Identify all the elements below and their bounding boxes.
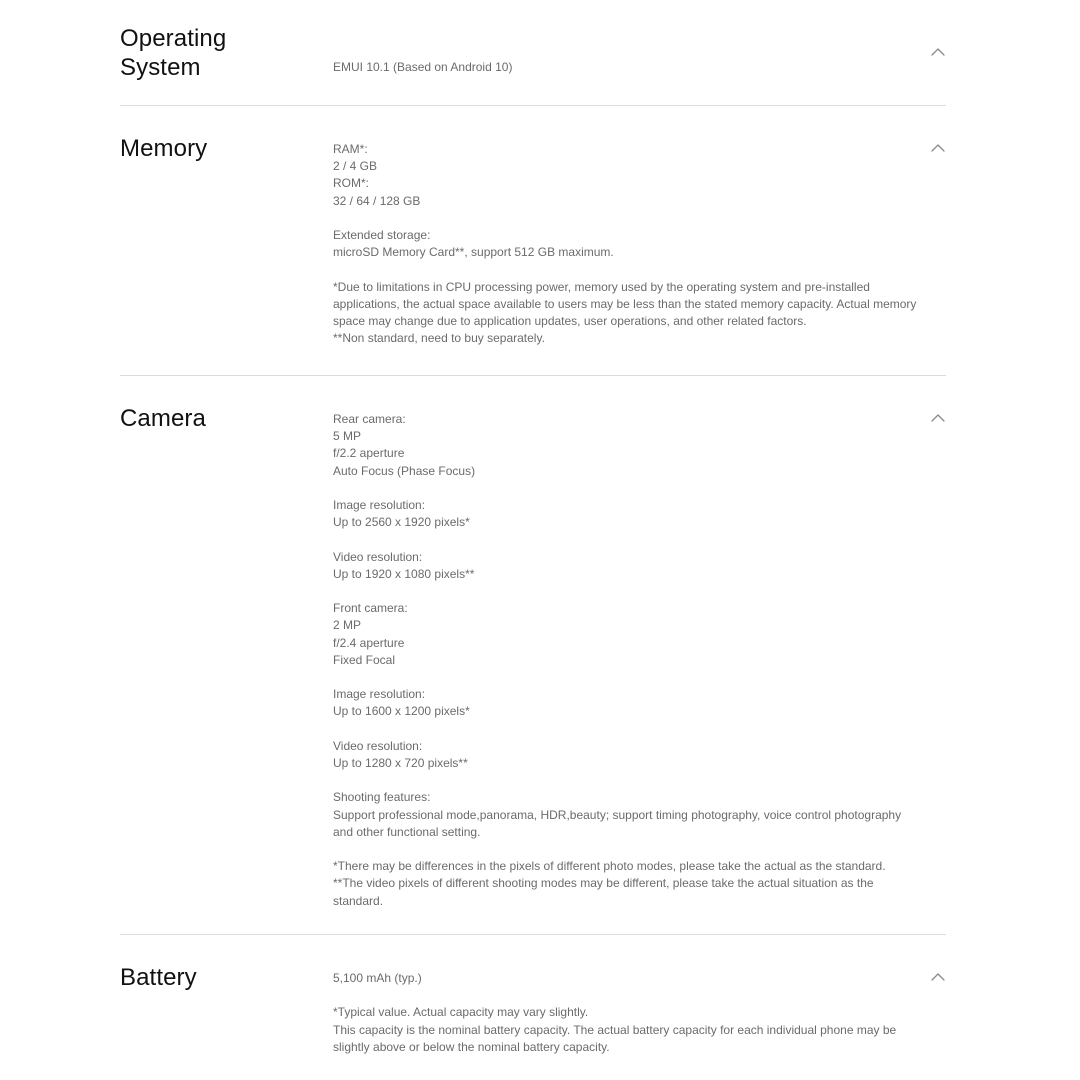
front-video-value: Up to 1280 x 720 pixels** [333,755,468,770]
ram-label: RAM*: [333,142,368,156]
chevron-up-icon [930,413,946,423]
rear-camera-mp: 5 MP [333,429,362,444]
chevron-up-icon [930,47,946,57]
rear-video-resolution [333,549,933,583]
divider [120,934,946,935]
front-image-resolution [333,686,933,720]
camera-note-line: standard. [333,893,384,908]
front-image-label: Image resolution: [333,687,426,702]
memory-note-line: space may change due to application updates, user operations, and other related factors. [333,314,807,328]
battery-notes [333,1004,933,1056]
section-title-operating-system [120,24,280,82]
memory-note-line: *Due to limitations in CPU processing power, memory used by the operating system and pre-installed [333,279,870,294]
section-battery [120,963,946,1063]
chevron-up-icon [930,972,946,982]
rear-video-value: Up to 1920 x 1080 pixels** [333,566,475,581]
section-body-camera [333,411,933,910]
camera-notes [333,858,933,910]
chevron-up-icon [930,143,946,153]
extended-storage-label: Extended storage: [333,228,431,242]
rear-image-value: Up to 2560 x 1920 pixels* [333,515,470,530]
battery-note-line: This capacity is the nominal battery capacity. The actual battery capacity for each individual phone may be [333,1022,897,1037]
front-camera-focus: Fixed Focal [333,652,396,667]
front-video-resolution [333,738,933,772]
section-camera [120,404,946,914]
divider [120,105,946,106]
section-body-battery [333,970,933,1056]
camera-note-line: *There may be differences in the pixels of different photo modes, please take the actual as the standard. [333,859,886,874]
front-image-value: Up to 1600 x 1200 pixels* [333,704,470,719]
section-title-battery: Battery [120,964,197,991]
shooting-features-line: Support professional mode,panorama, HDR,beauty; support timing photography, voice control photography [333,807,902,822]
rear-image-resolution [333,497,933,531]
rear-camera-label: Rear camera: [333,412,406,426]
rear-image-label: Image resolution: [333,498,426,512]
front-camera-aperture: f/2.4 aperture [333,635,405,650]
rom-value: 32 / 64 / 128 GB [333,193,421,208]
memory-note-line: **Non standard, need to buy separately. [333,331,545,346]
memory-extended [333,227,933,261]
section-title-memory: Memory [120,135,208,162]
front-camera-block [333,600,933,669]
section-memory [120,134,946,354]
ram-value: 2 / 4 GB [333,159,378,174]
memory-toggle-button[interactable] [930,143,946,153]
rom-label: ROM*: [333,176,369,191]
shooting-features-label: Shooting features: [333,790,431,805]
os-value: EMUI 10.1 (Based on Android 10) [333,60,513,74]
memory-ram-rom [333,141,933,210]
front-camera-label: Front camera: [333,601,408,616]
battery-capacity [333,970,933,987]
section-title-line: Operating [120,25,227,52]
section-title-camera: Camera [120,405,206,432]
shooting-features [333,789,933,841]
camera-toggle-button[interactable] [930,413,946,423]
os-toggle-button[interactable] [930,47,946,57]
section-body-memory [333,141,933,347]
rear-video-label: Video resolution: [333,549,423,564]
front-camera-mp: 2 MP [333,618,362,633]
memory-notes [333,279,933,348]
battery-note-line: slightly above or below the nominal battery capacity. [333,1039,610,1054]
divider [120,375,946,376]
battery-value: 5,100 mAh (typ.) [333,971,422,985]
section-body-operating-system [333,59,933,76]
rear-camera-aperture: f/2.2 aperture [333,446,405,461]
rear-camera-focus: Auto Focus (Phase Focus) [333,463,476,478]
shooting-features-line: and other functional setting. [333,824,481,839]
battery-toggle-button[interactable] [930,972,946,982]
section-title-line: System [120,54,201,81]
camera-note-line: **The video pixels of different shooting modes may be different, please take the actual situation as the [333,876,874,891]
memory-note-line: applications, the actual space available to users may be less than the stated memory capacity. Actual memory [333,296,917,311]
front-video-label: Video resolution: [333,738,423,753]
section-operating-system [120,24,946,94]
battery-note-line: *Typical value. Actual capacity may vary slightly. [333,1005,589,1020]
extended-storage-value: microSD Memory Card**, support 512 GB maximum. [333,245,614,260]
rear-camera-block [333,411,933,480]
